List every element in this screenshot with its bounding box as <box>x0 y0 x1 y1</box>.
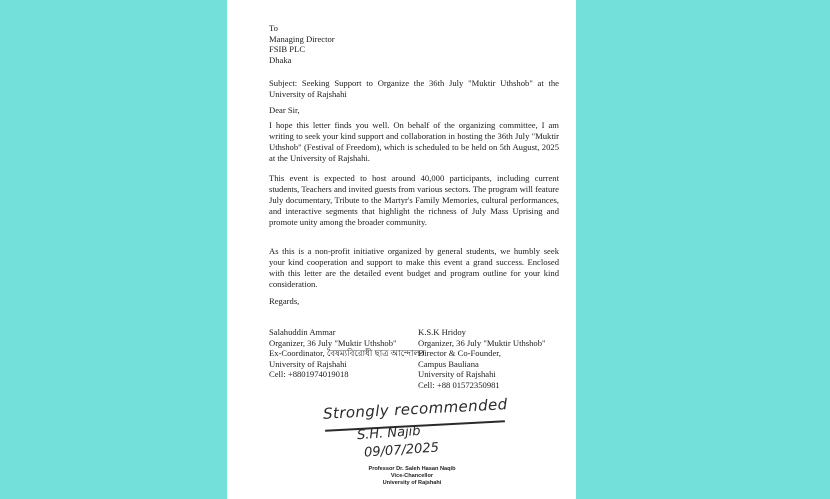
recipient-city: Dhaka <box>269 54 292 65</box>
signatory-left-phone: Cell: +8801974019018 <box>269 369 349 380</box>
salutation: Dear Sir, <box>269 105 300 115</box>
signatory-left <box>269 327 426 380</box>
closing: Regards, <box>269 296 300 306</box>
signatory-left-role: Organizer, 36 July "Muktir Uthshob" <box>269 337 397 348</box>
recipient-designation: Managing Director <box>269 33 335 44</box>
signatory-right-role: Organizer, 36 July "Muktir Uthshob" <box>418 337 546 348</box>
recipient-organization: FSIB PLC <box>269 44 306 54</box>
signatory-right-title: Director & Co-Founder, <box>418 348 501 359</box>
stamp-title: Vice-Chancellor <box>390 473 434 479</box>
body-paragraph-1: I hope this letter finds you well. On behalf of the organizing committee, I am writing to seek your kind support and collaboration in hosting the 36th July "Muktir Uthshob" (Festival of Freedom), which is scheduled to be held on 5th August, 2025 at the University of Rajshahi. <box>269 120 559 164</box>
signatory-left-title: Ex-Coordinator, বৈষম্যবিরোধী ছাত্র আন্দোলন <box>269 348 426 359</box>
handwritten-date: 09/07/2025 <box>363 440 440 461</box>
signatory-right-name: K.S.K Hridoy <box>418 327 466 337</box>
body-paragraph-3: As this is a non-profit initiative organized by general students, we humbly seek your kind cooperation and support to make this event a grand success. Enclosed with this letter are the detailed event budget and program outline for your kind consideration. <box>269 246 559 290</box>
signatory-right <box>418 327 568 391</box>
body-paragraph-2: This event is expected to host around 40,000 participants, including current students, Teachers and invited guests from various sectors. The program will feature July documentary, Tribute to the Martyr's Family Memories, cultural performances, and interactive segments that highlight the richness of July Mass Uprising and promote unity among the broader community. <box>269 173 559 228</box>
stamp-name: Professor Dr. Saleh Hasan Naqib <box>368 466 456 472</box>
signatory-right-organization: Campus Bauliana <box>418 358 479 369</box>
handwritten-recommendation: Strongly recommended <box>322 395 508 423</box>
signatory-left-institution: University of Rajshahi <box>269 358 347 369</box>
vice-chancellor-stamp <box>337 466 487 487</box>
signatory-left-name: Salahuddin Ammar <box>269 327 336 337</box>
letter-page <box>227 0 576 499</box>
recipient-to: To <box>269 23 278 33</box>
recipient-address <box>269 23 559 65</box>
signatory-right-institution: University of Rajshahi <box>418 369 496 380</box>
stamp-institution: University of Rajshahi <box>382 480 442 486</box>
signatory-right-phone: Cell: +88 01572350981 <box>418 379 500 390</box>
handwritten-signature: S.H. Najib <box>356 423 422 444</box>
subject-line: Subject: Seeking Support to Organize the 36th July "Muktir Uthshob" at the University of Rajshahi <box>269 78 559 100</box>
